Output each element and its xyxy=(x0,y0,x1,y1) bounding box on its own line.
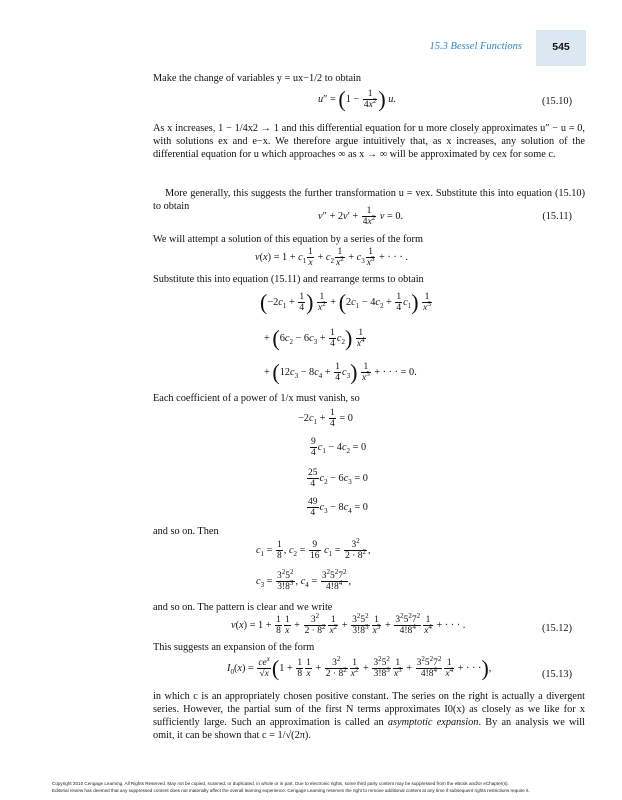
equation-15-12: v(x) = 1 + $\frac{1}{8}$ $\frac{1}{x}$ + $\frac{3^2}{2 \cdot 8^2}$ $\frac{1}{x^2}$ + $\frac{3^25^2}{3!8^3}$ $\frac{1}{x^3}$ + $\frac{3^25^27^2}{4!8^4}$ $\frac{1}{x^4}$ + · · · . xyxy=(231,611,466,636)
paragraph-text-part-1: in which c is an appropriately chosen positive constant. The series on the right is actually a divergent series. However, the partial sum of the first N terms approximates I0(x) as closely as we like for x sufficiently large. Such an approximation is called an xyxy=(153,691,585,728)
equation-label-15-10: (15.10) xyxy=(541,96,572,107)
equation-15-13: $I_0(x)$ = $\frac{ce^x}{√x}$ (1 + $\frac{1}{8}$ $\frac{1}{x}$ + $\frac{3^2}{2 \cdot 8^2}$ $\frac{1}{x^2}$ + $\frac{3^25^2}{3!8^3}$ $\frac{1}{x^3}$ + $\frac{3^25^27^2}{4!8^4}$ $\frac{1}{x^4}$ + · · ·), xyxy=(227,654,492,681)
section-title: 15.3 Bessel Functions xyxy=(429,41,522,52)
equation-coefficient-1: $-2c_1$ + $\frac{1}{4}$ = 0 xyxy=(298,408,353,429)
paragraph-further-transformation: More generally, this suggests the further transformation u = vex. Substitute this into equation (15.10) to obtain xyxy=(153,188,585,212)
equation-coefficient-2: $\frac{9}{4}$ $c_1 - 4c_2 = 0$ xyxy=(311,437,367,458)
copyright-line-1: Copyright 2010 Cengage Learning. All Rights Reserved. May not be copied, scanned, or duplicated, in whole or in part. Due to electronic rights, some third party content may be suppressed from the eBook and/or eChapter(s). xyxy=(52,781,509,786)
equation-label-15-13: (15.13) xyxy=(541,669,572,680)
paragraph-suggests-expansion: This suggests an expansion of the form xyxy=(153,642,315,653)
paragraph-intuitive-argument: As x increases, 1 − 1/4x2 → 1 and this differential equation for u more closely approximates u″ − u = 0, with solutions ex and e−x. We therefore argue intuitively that, as x increases, any solution of the differential equation for u which approaches ∞ as x → ∞ will be approximated by cex for some c. xyxy=(153,123,585,160)
equation-series-v: $v(x) = 1 + c_1$ $\frac{1}{x}$ + $c_2$ $\frac{1}{x^2}$ + $c_3$ $\frac{1}{x^3}$ + · · · . xyxy=(255,247,408,268)
equation-coefficient-4: $\frac{49}{4}$ $c_3 - 8c_4 = 0$ xyxy=(308,497,368,518)
equation-label-15-11: (15.11) xyxy=(542,211,572,222)
asymptotic-expansion-term: asymptotic expansion xyxy=(387,717,479,728)
paragraph-change-of-variables: Make the change of variables y = ux−1/2 to obtain xyxy=(153,73,362,84)
equation-c-values-2: $c_3$ = $\frac{3^25^2}{3!8^3}$ , $c_4$ = $\frac{3^25^27^2}{4!8^4}$ , xyxy=(256,567,352,592)
paragraph-coefficients-vanish: Each coefficient of a power of 1/x must vanish, so xyxy=(153,393,360,404)
copyright-line-2: Editorial review has deemed that any suppressed content does not materially affect the overall learning experience. Cengage Learning reserves the right to remove additional content at any time if subsequent rights restrictions require it. xyxy=(52,788,530,793)
paragraph-attempt-series: We will attempt a solution of this equation by a series of the form xyxy=(153,234,423,245)
equation-expansion-line-2: + ($6c_2 - 6c_3$ + $\frac{1}{4}$ $c_2$) $\frac{1}{x^4}$ xyxy=(264,325,365,351)
equation-coefficient-3: $\frac{25}{4}$ $c_2 - 6c_3 = 0$ xyxy=(308,468,368,489)
paragraph-substitute: Substitute this into equation (15.11) and rearrange terms to obtain xyxy=(153,274,424,285)
equation-expansion-line-3: + ($12c_3 - 8c_4$ + $\frac{1}{4}$ $c_3$) $\frac{1}{x^5}$ + · · · = 0. xyxy=(264,359,417,385)
paragraph-and-so-on-then: and so on. Then xyxy=(153,526,219,537)
equation-expansion-line-1: ($-2c_1$ + $\frac{1}{4}$ ) $\frac{1}{x^2}$ + ($2c_1 - 4c_2$ + $\frac{1}{4}$ $c_1$) $\frac{1}{x^3}$ xyxy=(260,289,431,315)
equation-c-values-1: $c_1$ = $\frac{1}{8}$ , $c_2$ = $\frac{9}{16}$ $c_1$ = $\frac{3^2}{2 \cdot 8^2}$ , xyxy=(256,536,371,561)
equation-15-11: v″ + 2v′ + $\frac{1}{4x^2}$ v = 0. xyxy=(318,206,404,227)
equation-15-10: u″ = (1 − $\frac{1}{4x^2}$ ) u. xyxy=(318,86,396,112)
paragraph-text-part-2: . By an analysis we will omit, it can be shown that c = 1/√(2π). xyxy=(153,717,585,741)
page-number: 545 xyxy=(552,41,570,53)
paragraph-asymptotic-expansion xyxy=(153,690,585,742)
paragraph-pattern-clear: and so on. The pattern is clear and we write xyxy=(153,602,333,613)
equation-label-15-12: (15.12) xyxy=(541,623,572,634)
